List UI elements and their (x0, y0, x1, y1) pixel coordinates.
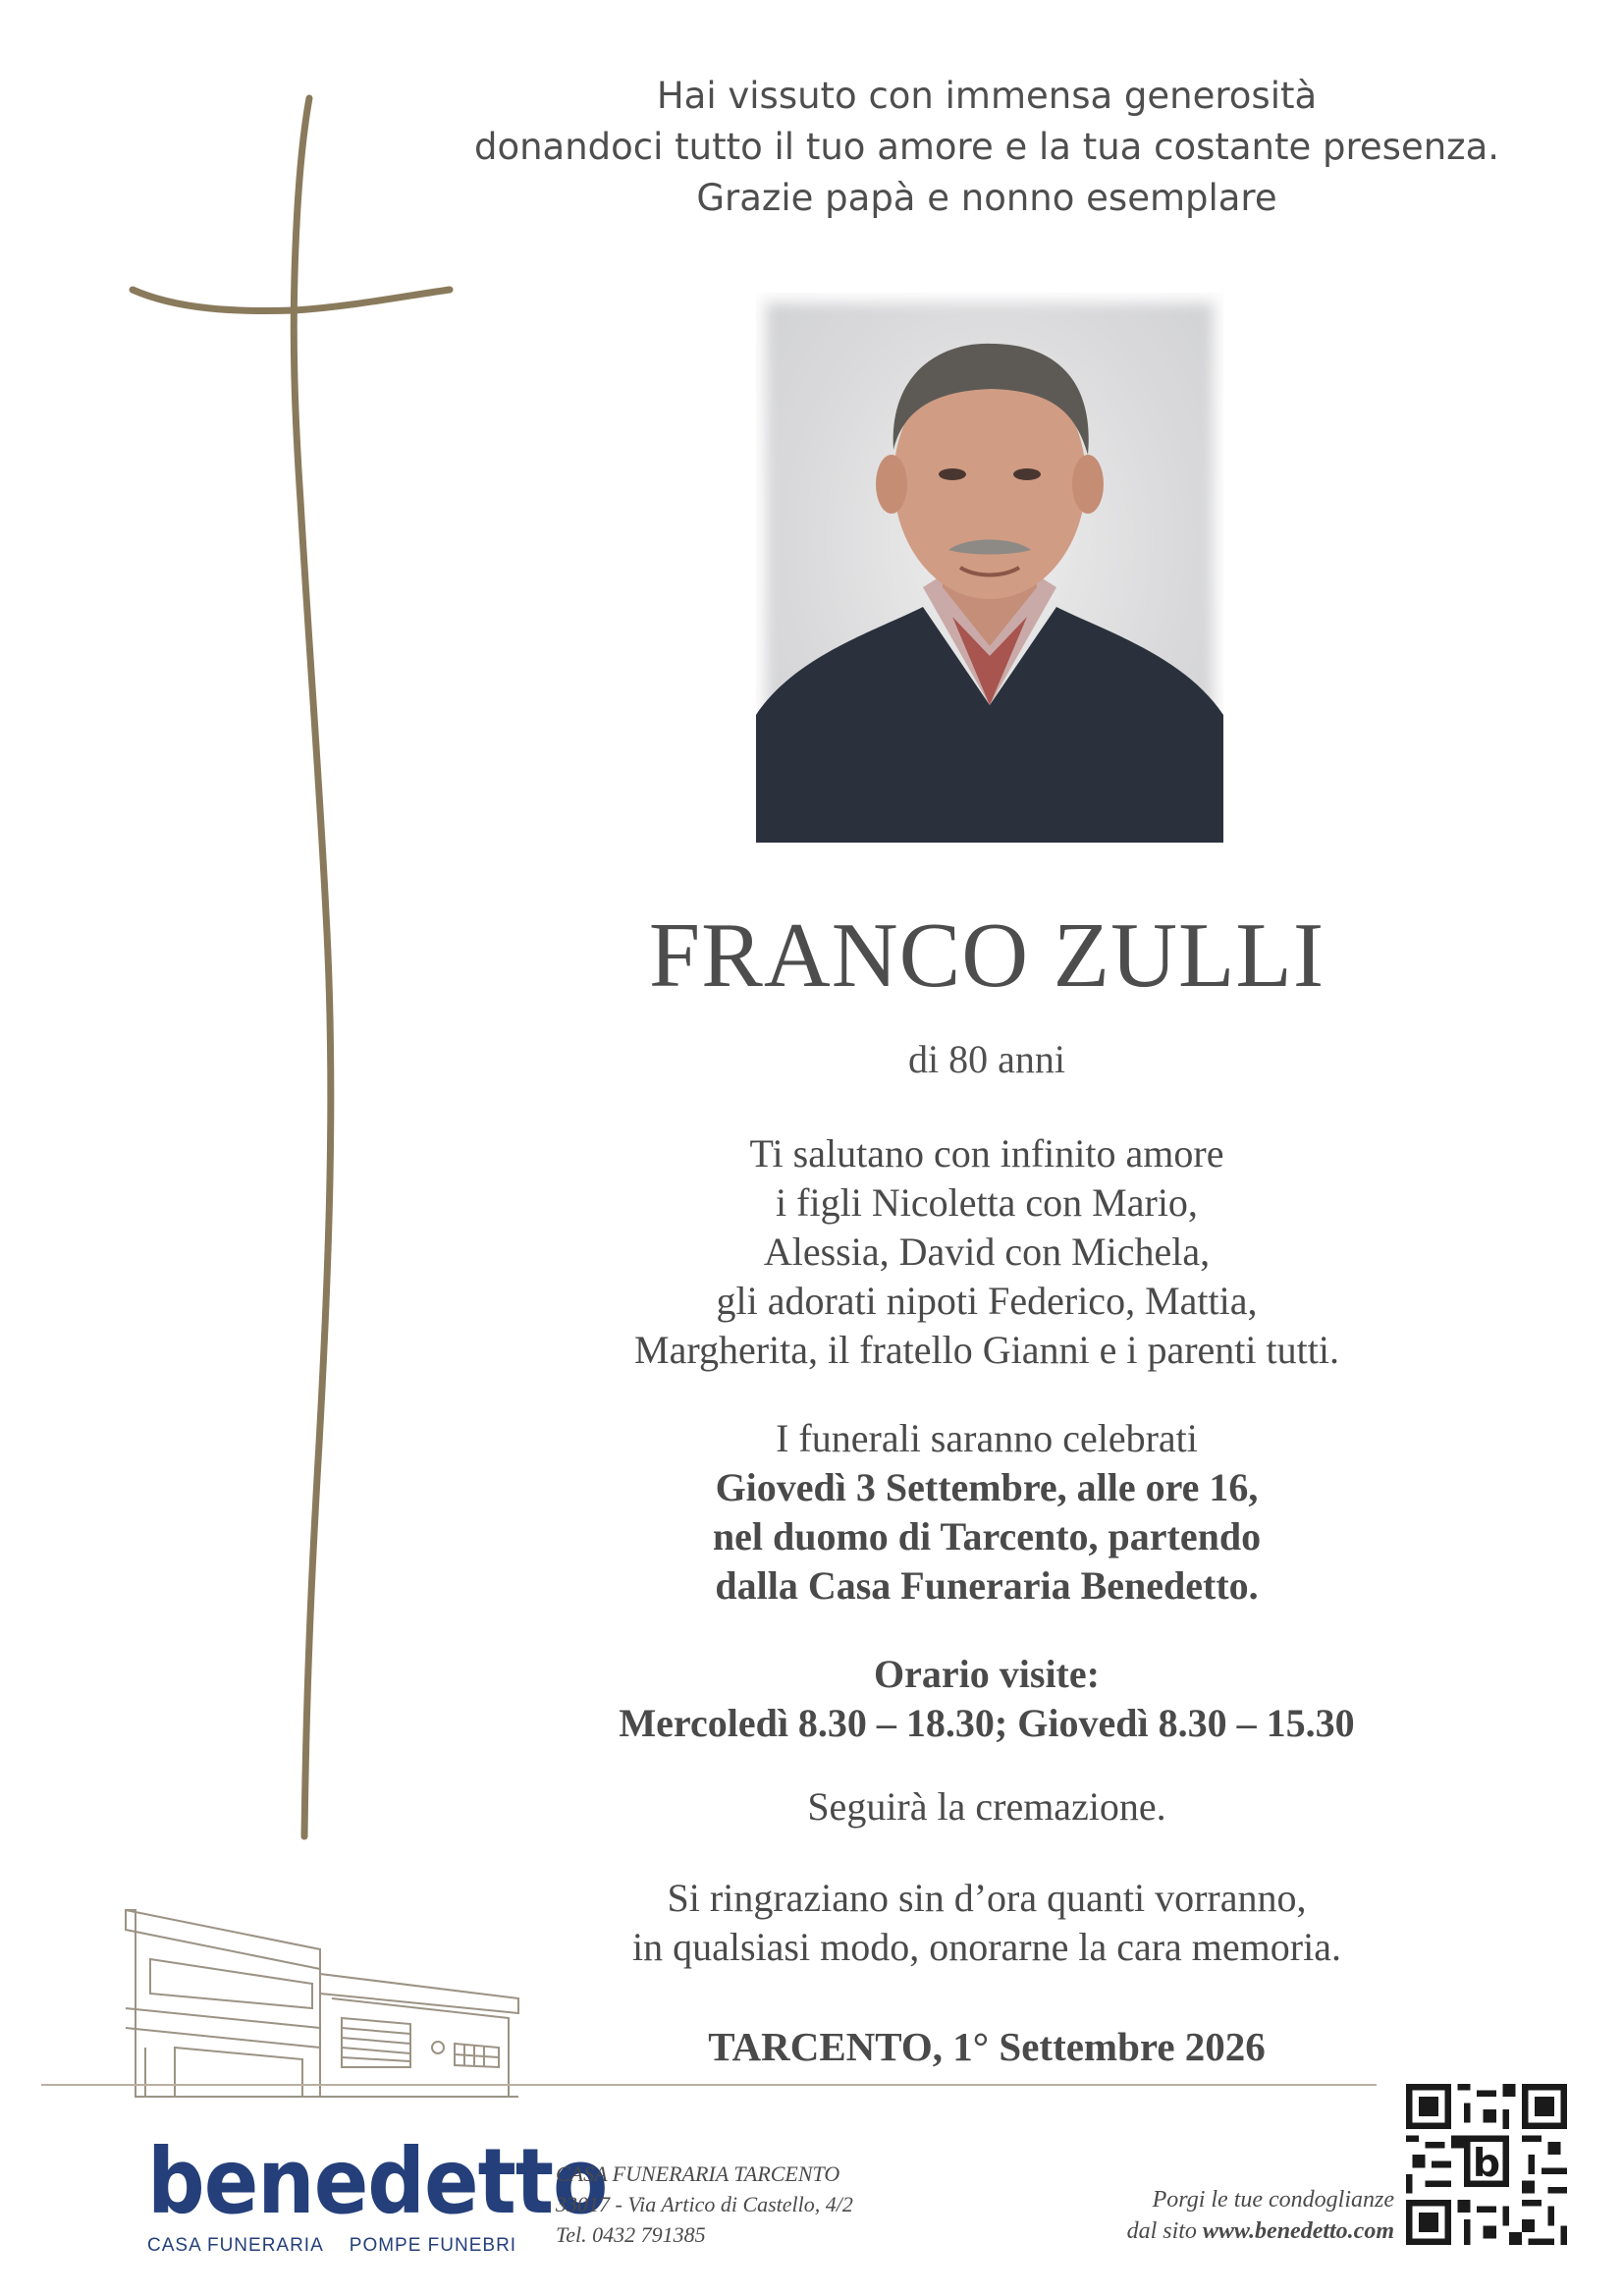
funeral-info (471, 1414, 1502, 1611)
funeral-line: I funerali saranno celebrati (776, 1416, 1198, 1460)
qr-code-icon[interactable] (1406, 2084, 1567, 2245)
quote-line: donandoci tutto il tuo amore e la tua costante presenza. (473, 126, 1500, 168)
deceased-age: di 80 anni (908, 1037, 1065, 1081)
benedetto-logo (147, 2130, 608, 2257)
condolence-site-line (1041, 2215, 1394, 2247)
place-date: TARCENTO, 1° Settembre 2026 (708, 2024, 1266, 2069)
logo-sub-funeral-services: POMPE FUNEBRI (349, 2235, 517, 2256)
address-name: CASA FUNERARIA TARCENTO (556, 2161, 840, 2186)
family-line: Alessia, David con Michela, (763, 1230, 1211, 1274)
address-phone: Tel. 0432 791385 (556, 2222, 706, 2247)
portrait-photo (756, 293, 1223, 843)
footer-divider (41, 2084, 1377, 2086)
deceased-name: FRANCO ZULLI (648, 904, 1325, 1007)
condolence-prefix: dal sito (1126, 2218, 1203, 2244)
family-message (471, 1129, 1502, 1375)
condolence-line: Porgi le tue condoglianze (1152, 2187, 1394, 2213)
building-icon (116, 1900, 528, 2102)
thanks-message (471, 1874, 1502, 1972)
funeral-departure: dalla Casa Funeraria Benedetto. (715, 1563, 1259, 1608)
funeral-date: Giovedì 3 Settembre, alle ore 16, (715, 1465, 1259, 1509)
logo-sub-funeral-home: CASA FUNERARIA (147, 2235, 324, 2256)
portrait-figure (756, 293, 1223, 843)
family-line: Margherita, il fratello Gianni e i parenti tutti. (634, 1328, 1339, 1372)
condolence-note (1041, 2184, 1394, 2247)
website-link[interactable]: www.benedetto.com (1202, 2218, 1394, 2244)
quote-line: Grazie papà e nonno esemplare (696, 177, 1277, 219)
funeral-location: nel duomo di Tarcento, partendo (712, 1514, 1262, 1558)
svg-text:b: b (1472, 2140, 1501, 2186)
visits-title: Orario visite: (874, 1652, 1100, 1696)
visiting-hours (471, 1650, 1502, 1748)
thanks-line: Si ringraziano sin d’ora quanti vorranno, (667, 1876, 1307, 1920)
family-line: i figli Nicoletta con Mario, (776, 1180, 1198, 1225)
dedication-quote (422, 71, 1551, 224)
thanks-line: in qualsiasi modo, onorarne la cara memoria. (632, 1925, 1341, 1969)
family-line: Ti salutano con infinito amore (749, 1131, 1224, 1175)
funeral-home-address (556, 2159, 853, 2250)
visits-hours: Mercoledì 8.30 – 18.30; Giovedì 8.30 – 15.30 (619, 1701, 1355, 1745)
logo-subtitle (147, 2235, 517, 2257)
quote-line: Hai vissuto con immensa generosità (656, 75, 1318, 117)
logo-wordmark: benedetto (147, 2130, 608, 2235)
cross-icon (118, 88, 471, 1856)
family-line: gli adorati nipoti Federico, Mattia, (716, 1279, 1258, 1323)
cremation-note: Seguirà la cremazione. (807, 1784, 1166, 1829)
address-street: 33017 - Via Artico di Castello, 4/2 (556, 2192, 853, 2216)
